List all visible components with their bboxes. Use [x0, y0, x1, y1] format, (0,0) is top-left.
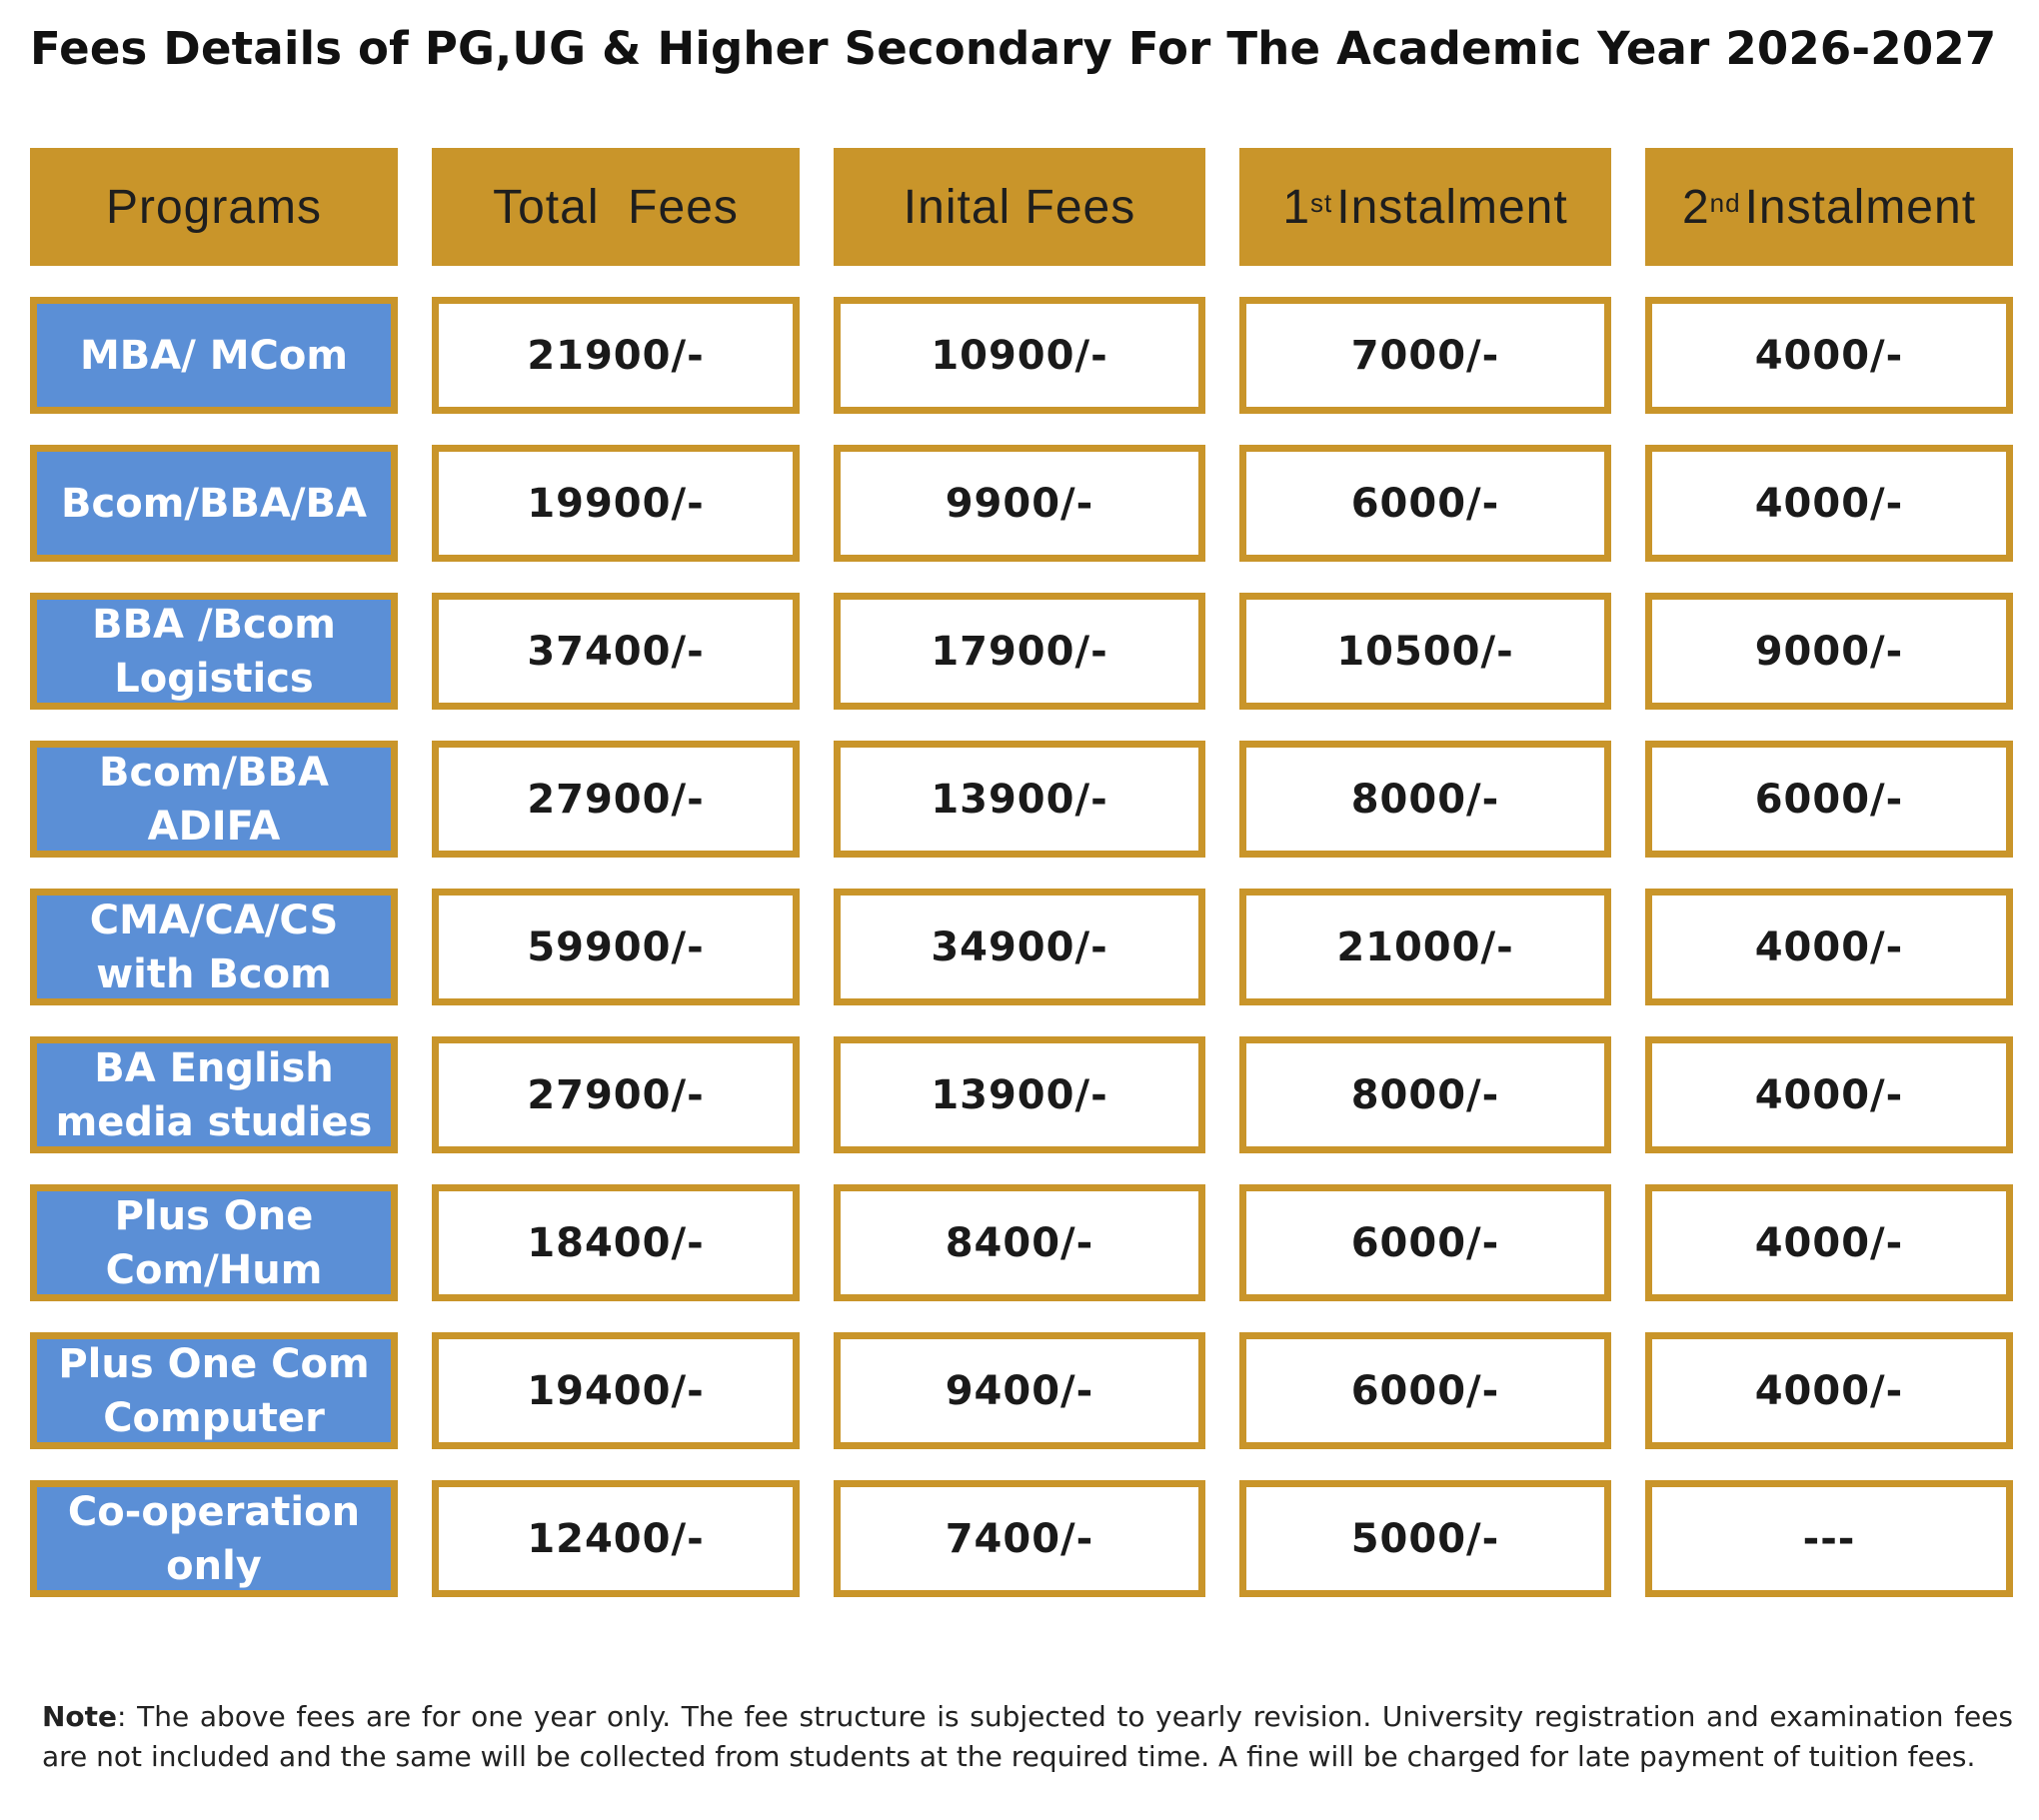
initial-fees-cell: 10900/-	[834, 297, 1205, 414]
header-first-label: Instalment	[1336, 180, 1568, 234]
first-instalment-cell: 6000/-	[1239, 1184, 1611, 1301]
header-total-fees	[432, 148, 800, 266]
initial-fees-cell: 9400/-	[834, 1332, 1205, 1449]
second-instalment-cell: 4000/-	[1645, 1332, 2013, 1449]
program-cell: BA English media studies	[30, 1036, 398, 1153]
initial-fees-cell: 13900/-	[834, 1036, 1205, 1153]
first-instalment-cell: 21000/-	[1239, 889, 1611, 1005]
total-fees-cell: 19400/-	[432, 1332, 800, 1449]
total-fees-cell: 59900/-	[432, 889, 800, 1005]
header-second-sup: nd	[1709, 187, 1741, 218]
initial-fees-cell: 8400/-	[834, 1184, 1205, 1301]
program-cell: Plus One Com Computer	[30, 1332, 398, 1449]
footnote	[42, 1697, 2013, 1777]
initial-fees-cell: 34900/-	[834, 889, 1205, 1005]
header-second-label: Instalment	[1744, 180, 1977, 234]
header-programs: Programs	[30, 148, 398, 266]
total-fees-cell: 12400/-	[432, 1480, 800, 1597]
total-fees-cell: 21900/-	[432, 297, 800, 414]
initial-fees-cell: 17900/-	[834, 593, 1205, 710]
initial-fees-cell: 9900/-	[834, 445, 1205, 562]
second-instalment-cell: 4000/-	[1645, 889, 2013, 1005]
total-fees-cell: 27900/-	[432, 741, 800, 858]
first-instalment-cell: 8000/-	[1239, 741, 1611, 858]
header-first-instalment	[1239, 148, 1611, 266]
header-total-fees-label: Total Fees	[493, 180, 739, 234]
first-instalment-cell: 6000/-	[1239, 445, 1611, 562]
header-first-sup: st	[1310, 187, 1333, 218]
second-instalment-cell: 4000/-	[1645, 445, 2013, 562]
second-instalment-cell: 6000/-	[1645, 741, 2013, 858]
second-instalment-cell: 4000/-	[1645, 1036, 2013, 1153]
header-second-instalment	[1645, 148, 2013, 266]
program-cell: BBA /Bcom Logistics	[30, 593, 398, 710]
header-second-num: 2	[1681, 180, 1710, 234]
second-instalment-cell: 9000/-	[1645, 593, 2013, 710]
total-fees-cell: 27900/-	[432, 1036, 800, 1153]
total-fees-cell: 18400/-	[432, 1184, 800, 1301]
first-instalment-cell: 10500/-	[1239, 593, 1611, 710]
first-instalment-cell: 7000/-	[1239, 297, 1611, 414]
header-initial-fees: Inital Fees	[834, 148, 1205, 266]
total-fees-cell: 19900/-	[432, 445, 800, 562]
header-first-num: 1	[1282, 180, 1311, 234]
total-fees-cell: 37400/-	[432, 593, 800, 710]
page-title: Fees Details of PG,UG & Higher Secondary For The Academic Year 2026-2027	[30, 22, 1997, 75]
fees-table	[30, 148, 2011, 1597]
program-cell: Plus One Com/Hum	[30, 1184, 398, 1301]
note-label: Note	[42, 1700, 118, 1733]
initial-fees-cell: 7400/-	[834, 1480, 1205, 1597]
program-cell: Co-operation only	[30, 1480, 398, 1597]
second-instalment-cell: 4000/-	[1645, 297, 2013, 414]
second-instalment-cell: 4000/-	[1645, 1184, 2013, 1301]
program-cell: Bcom/BBA/BA	[30, 445, 398, 562]
program-cell: MBA/ MCom	[30, 297, 398, 414]
first-instalment-cell: 8000/-	[1239, 1036, 1611, 1153]
second-instalment-cell: ---	[1645, 1480, 2013, 1597]
initial-fees-cell: 13900/-	[834, 741, 1205, 858]
program-cell: CMA/CA/CS with Bcom	[30, 889, 398, 1005]
first-instalment-cell: 6000/-	[1239, 1332, 1611, 1449]
program-cell: Bcom/BBA ADIFA	[30, 741, 398, 858]
note-text: : The above fees are for one year only. The fee structure is subjected to yearly revision. University registration and examination fees are not included and the same will be collected from students at the required time. A fine will be charged for late payment of tuition fees.	[42, 1700, 2013, 1773]
first-instalment-cell: 5000/-	[1239, 1480, 1611, 1597]
